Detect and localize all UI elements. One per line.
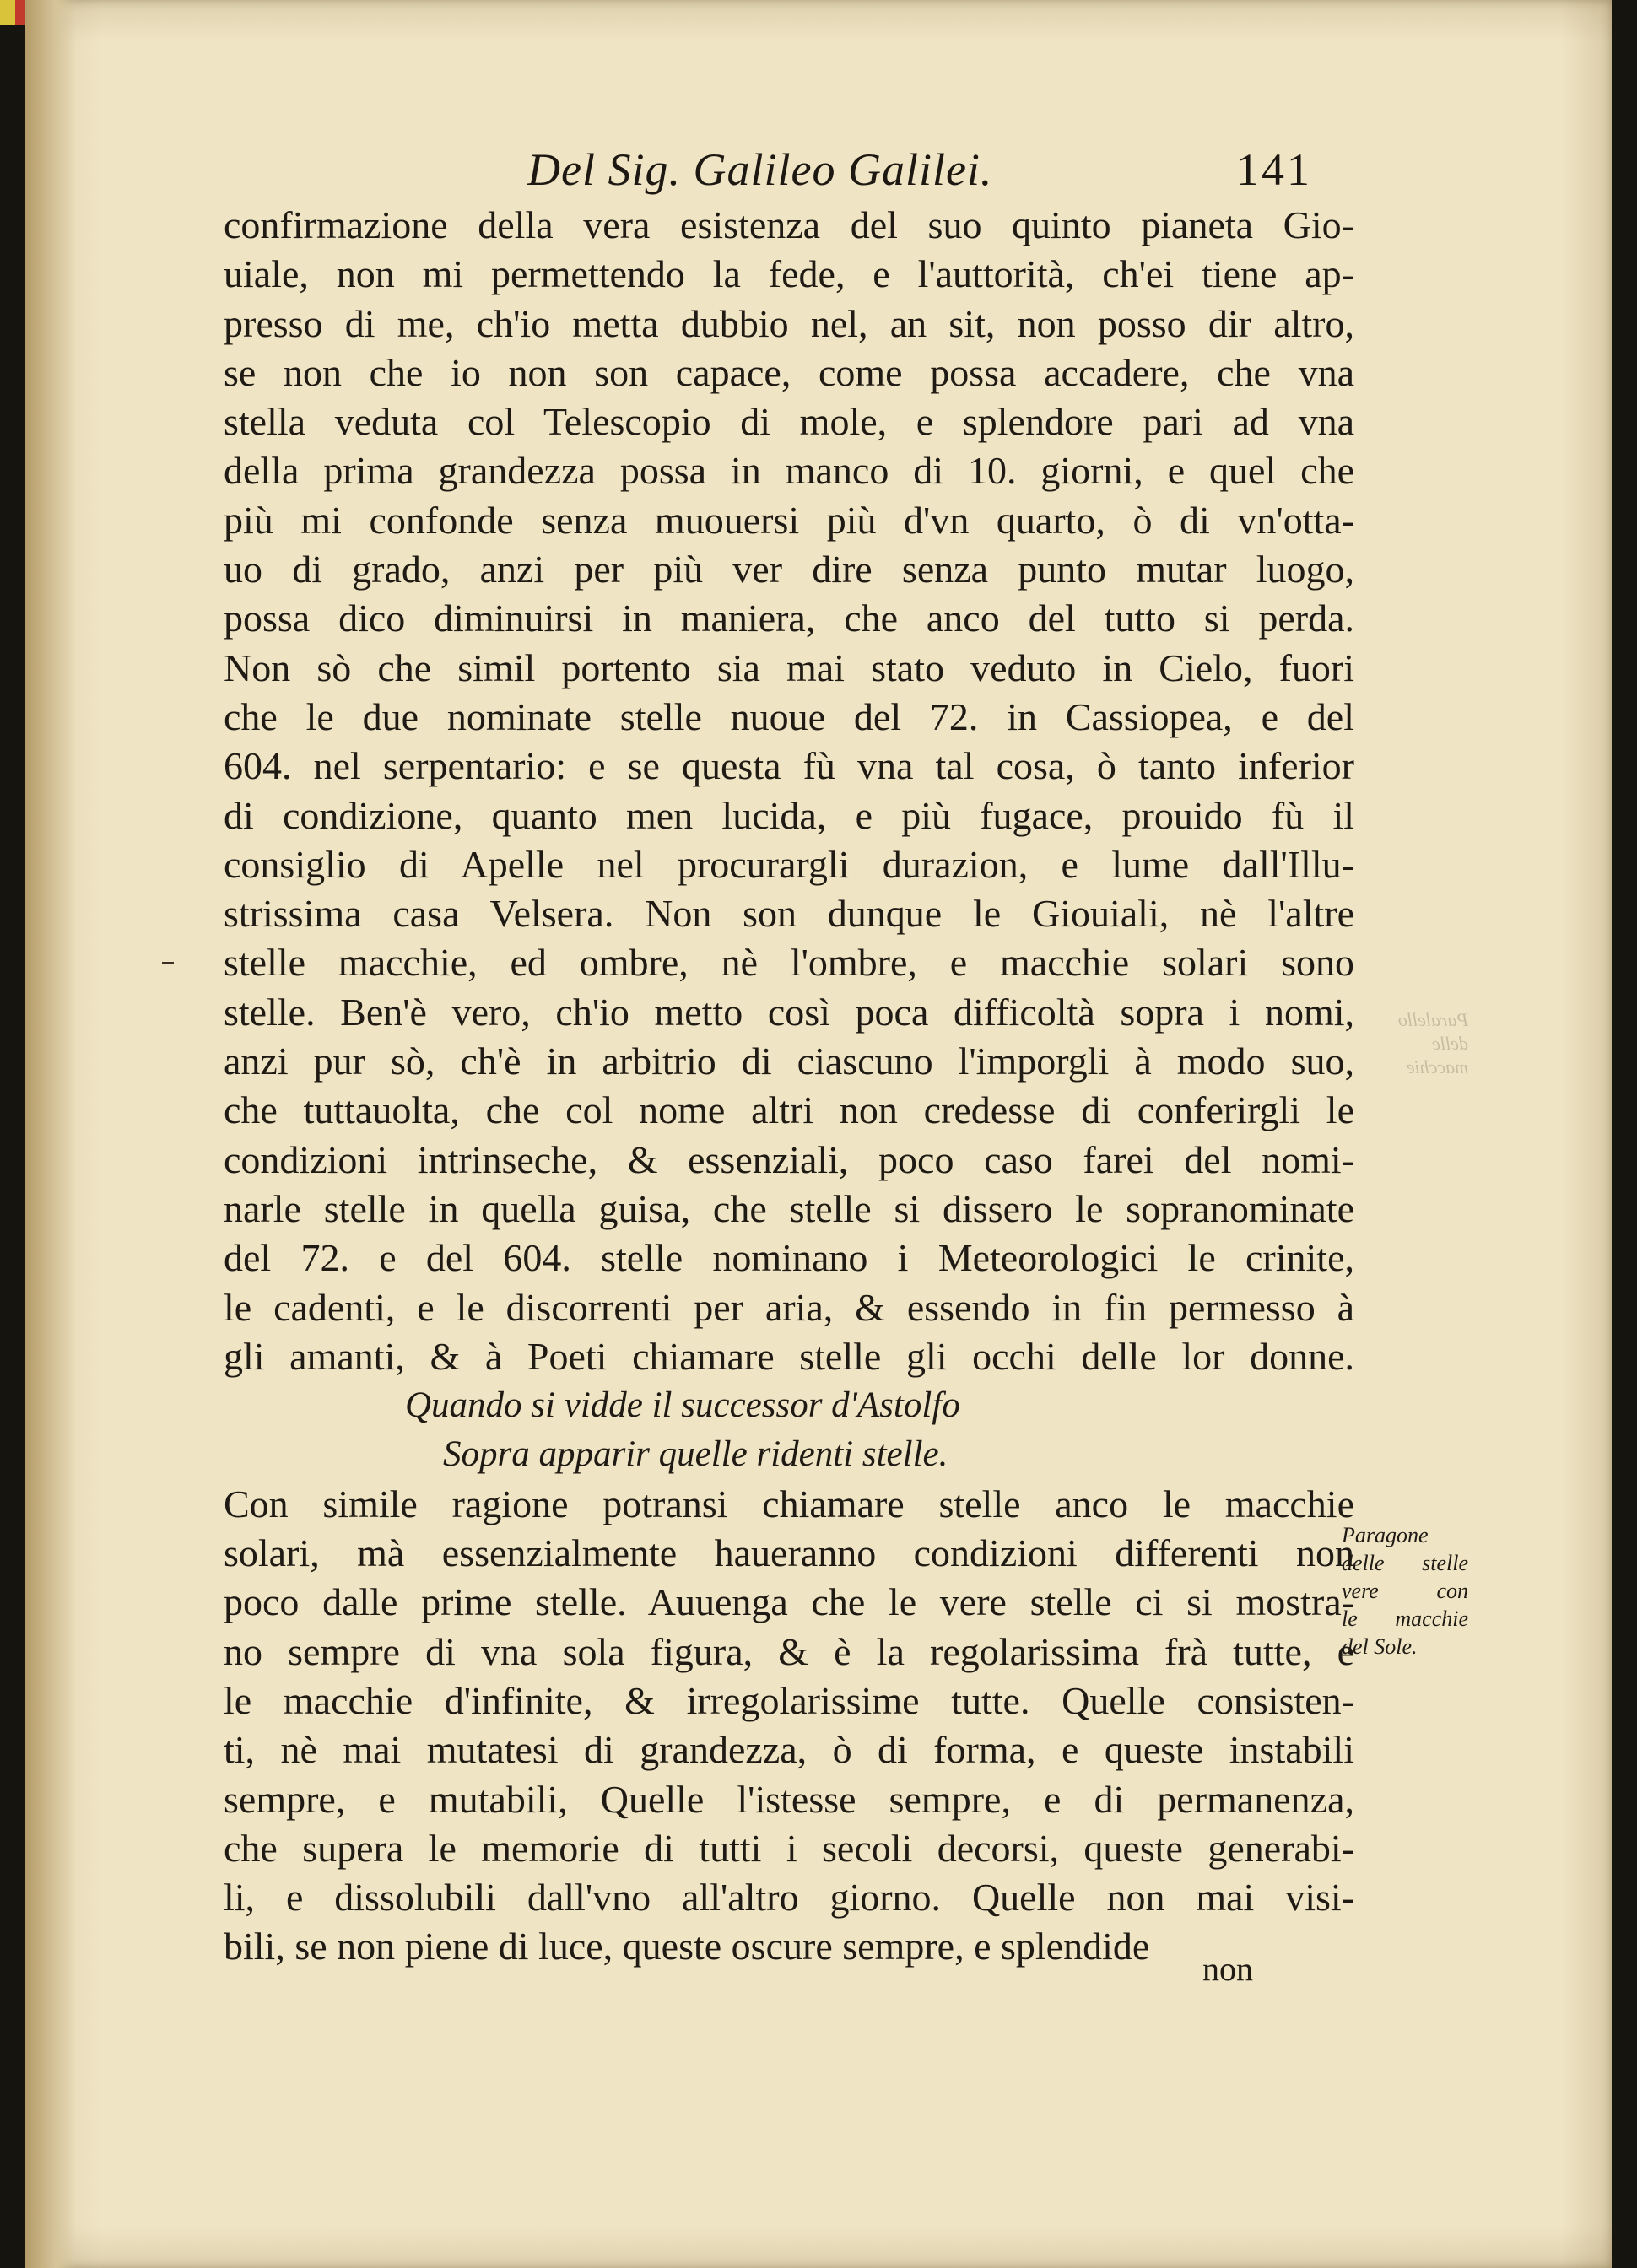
marginal-note xyxy=(1342,1521,1468,1660)
marginal-note-line: vere con xyxy=(1342,1579,1468,1603)
text-line: anzi pur sò, ch'è in arbitrio di ciascuno l'imporgli à modo suo, xyxy=(224,1040,1354,1083)
swatch-yellow xyxy=(0,0,15,25)
text-line: consiglio di Apelle nel procurargli durazion, e lume dall'Illu- xyxy=(224,842,1354,886)
bleed-through-line: delle xyxy=(1432,1033,1468,1054)
page-number: 141 xyxy=(1236,144,1312,195)
text-line: strissima casa Velsera. Non son dunque le Giouiali, nè l'altre xyxy=(224,892,1354,936)
page-gutter xyxy=(25,0,76,2268)
text-line: più mi confonde senza muouersi più d'vn quarto, ò di vn'otta- xyxy=(224,498,1354,542)
text-line: solari, mà essenzialmente haueranno condizioni differenti non xyxy=(224,1531,1354,1575)
page-header xyxy=(527,143,1312,202)
text-line: le cadenti, e le discorrenti per aria, & essendo in fin permesso à xyxy=(224,1285,1354,1329)
catchword: non xyxy=(1202,1950,1253,1988)
text-line: condizioni intrinseche, & essenziali, poco caso farei del nomi- xyxy=(224,1137,1354,1181)
text-line: stella veduta col Telescopio di mole, e splendore pari ad vna xyxy=(224,400,1354,444)
text-line: che supera le memorie di tutti i secoli decorsi, queste generabi- xyxy=(224,1826,1354,1870)
bleed-through-marginal xyxy=(1375,1008,1468,1079)
text-line: Non sò che simil portento sia mai stato veduto in Cielo, fuori xyxy=(224,645,1354,689)
main-text-block xyxy=(224,201,1354,1972)
text-line: presso di me, ch'io metta dubbio nel, an sit, non posso dir altro, xyxy=(224,301,1354,345)
text-line: sempre, e mutabili, Quelle l'istesse sempre, e di permanenza, xyxy=(224,1777,1354,1821)
marginal-note-line: del Sole. xyxy=(1342,1634,1418,1659)
text-line: no sempre di vna sola figura, & è la regolarissima frà tutte, e xyxy=(224,1629,1354,1673)
text-line: possa dico diminuirsi in maniera, che anco del tutto si perda. xyxy=(224,597,1354,640)
running-head: Del Sig. Galileo Galilei. xyxy=(527,144,993,195)
text-line: della prima grandezza possa in manco di 10. giorni, e quel che xyxy=(224,449,1354,493)
text-line: se non che io non son capace, come possa accadere, che vna xyxy=(224,350,1354,394)
text-line: ti, nè mai mutatesi di grandezza, ò di forma, e queste instabili xyxy=(224,1728,1354,1772)
marginal-note-line: le macchie xyxy=(1342,1606,1468,1631)
text-line: stelle macchie, ed ombre, nè l'ombre, e macchie solari sono xyxy=(224,941,1354,985)
text-line: poco dalle prime stelle. Auuenga che le vere stelle ci si mostra- xyxy=(224,1580,1354,1624)
text-line: di condizione, quanto men lucida, e più fugace, prouido fù il xyxy=(224,793,1354,837)
bleed-through-line: Paralello xyxy=(1397,1009,1468,1030)
text-line: narle stelle in quella guisa, che stelle si dissero le sopranominate xyxy=(224,1186,1354,1230)
text-line: le macchie d'infinite, & irregolarissime tutte. Quelle consisten- xyxy=(224,1678,1354,1722)
marginal-note-line: Paragone xyxy=(1342,1523,1429,1547)
verse-line: Sopra apparir quelle ridenti stelle. xyxy=(443,1434,948,1475)
verse-line: Quando si vidde il successor d'Astolfo xyxy=(405,1385,960,1426)
text-line: del 72. e del 604. stelle nominano i Meteorologici le crinite, xyxy=(224,1236,1354,1280)
text-line: li, e dissolubili dall'vno all'altro giorno. Quelle non mai visi- xyxy=(224,1876,1354,1920)
ink-mark xyxy=(162,962,174,964)
text-line: bili, se non piene di luce, queste oscure sempre, e splendide xyxy=(224,1925,1150,1968)
text-line: uo di grado, anzi per più ver dire senza punto mutar luogo, xyxy=(224,548,1354,591)
text-line: che le due nominate stelle nuoue del 72. in Cassiopea, e del xyxy=(224,694,1354,738)
text-line: confirmazione della vera esistenza del suo quinto pianeta Gio- xyxy=(224,203,1354,246)
text-line: 604. nel serpentario: e se questa fù vna tal cosa, ò tanto inferior xyxy=(224,744,1354,788)
text-line: gli amanti, & à Poeti chiamare stelle gli occhi delle lor donne. xyxy=(224,1334,1354,1378)
text-line: stelle. Ben'è vero, ch'io metto così poca difficoltà sopra i nomi, xyxy=(224,990,1354,1034)
bleed-through-line: macchie xyxy=(1406,1056,1468,1077)
marginal-note-line: delle stelle xyxy=(1342,1551,1468,1575)
text-line: che tuttauolta, che col nome altri non credesse di conferirgli le xyxy=(224,1088,1354,1132)
text-line: uiale, non mi permettendo la fede, e l'auttorità, ch'ei tiene ap- xyxy=(224,252,1354,296)
text-line: Con simile ragione potransi chiamare stelle anco le macchie xyxy=(224,1482,1354,1526)
